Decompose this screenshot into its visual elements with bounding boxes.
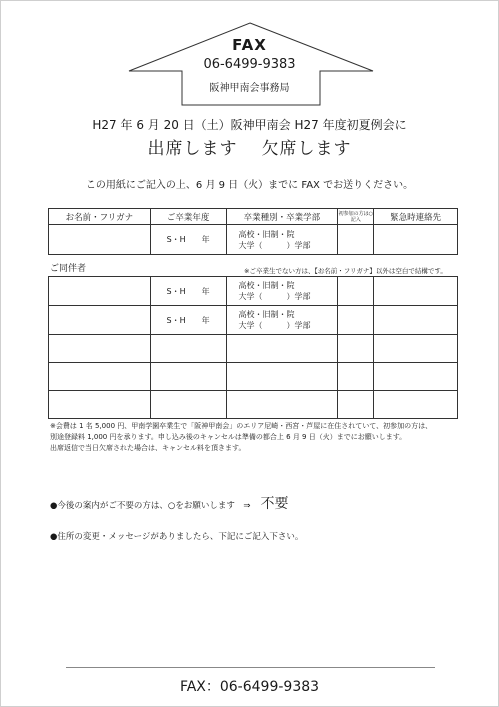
note-line: ※会費は 1 名 5,000 円、甲南学園卒業生で「阪神甲南会」のエリア尼崎・西宮・芦屋に在住されていて、初参加の方は、 [50, 422, 433, 430]
absent-option[interactable]: 欠席します [261, 139, 352, 159]
first-time-field[interactable] [338, 306, 374, 335]
table-row [49, 363, 458, 391]
name-field[interactable] [49, 306, 151, 335]
future-notice-line [50, 493, 288, 513]
unnecessary-option[interactable]: 不要 [260, 496, 289, 512]
table-header-row [49, 209, 458, 225]
office-name: 阪神甲南会事務局 [209, 83, 290, 94]
grad-year-field[interactable]: S・H 年 [150, 277, 226, 306]
footer-divider [66, 667, 435, 668]
address-change-text: ●住所の変更・メッセージがありましたら、下記にご記入下さい。 [50, 532, 304, 542]
grad-type-field[interactable]: 高校・旧制・院 大学（ ）学部 [226, 306, 338, 335]
footer-fax: FAX：06-6499-9383 [179, 679, 320, 695]
name-field[interactable] [49, 335, 151, 363]
header-grad-year: ご卒業年度 [150, 209, 226, 225]
fax-number: 06-6499-9383 [203, 57, 296, 72]
note-line: 別途登録料 1,000 円を承ります。申し込み後のキャンセルは準備の都合上 6 月 9 日（火）までにお願いします。 [50, 433, 407, 441]
attend-option[interactable]: 出席します [147, 139, 238, 159]
name-field[interactable] [49, 225, 151, 255]
fax-title: FAX [232, 36, 267, 54]
emergency-field[interactable] [374, 363, 458, 391]
header-first-time: 初参加の方は○記入 [338, 210, 373, 223]
emergency-field[interactable] [374, 306, 458, 335]
fee-notes [50, 421, 460, 454]
main-entry-table [48, 208, 458, 255]
table-row [49, 225, 458, 255]
first-time-field[interactable] [338, 335, 374, 363]
grad-type-field[interactable] [226, 335, 338, 363]
grad-year-field[interactable]: S・H 年 [150, 225, 226, 255]
table-row [49, 277, 458, 306]
note-line: 出席返信で当日欠席された場合は、キャンセル料を頂きます。 [50, 444, 246, 452]
instruction-text: この用紙にご記入の上、6 月 9 日（火）までに FAX でお送りください。 [85, 180, 414, 191]
first-time-field[interactable] [338, 277, 374, 306]
grad-year-field[interactable] [150, 335, 226, 363]
companion-table [48, 276, 458, 419]
attendance-options [0, 134, 499, 159]
emergency-field[interactable] [374, 391, 458, 419]
future-notice-text: ●今後の案内がご不要の方は、○をお願いします ⇒ [50, 501, 251, 511]
table-row [49, 335, 458, 363]
companion-note: ※ご卒業生でない方は、【お名前・フリガナ】以外は空白で結構です。 [244, 267, 447, 275]
name-field[interactable] [49, 391, 151, 419]
grad-type-field[interactable] [226, 363, 338, 391]
table-row [49, 391, 458, 419]
emergency-field[interactable] [374, 277, 458, 306]
grad-year-field[interactable] [150, 391, 226, 419]
name-field[interactable] [49, 363, 151, 391]
emergency-field[interactable] [374, 225, 458, 255]
header-grad-type: 卒業種別・卒業学部 [226, 209, 338, 225]
first-time-field[interactable] [338, 363, 374, 391]
name-field[interactable] [49, 277, 151, 306]
companion-label: ご同伴者 [50, 264, 87, 274]
grad-type-field[interactable]: 高校・旧制・院 大学（ ）学部 [226, 277, 338, 306]
first-time-field[interactable] [338, 225, 374, 255]
grad-year-field[interactable] [150, 363, 226, 391]
grad-type-field[interactable]: 高校・旧制・院 大学（ ）学部 [226, 225, 338, 255]
header-name: お名前・フリガナ [49, 209, 151, 225]
event-line: H27 年 6 月 20 日（土）阪神甲南会 H27 年度初夏例会に [92, 118, 407, 132]
table-row [49, 306, 458, 335]
first-time-field[interactable] [338, 391, 374, 419]
grad-type-field[interactable] [226, 391, 338, 419]
header-emergency: 緊急時連絡先 [374, 209, 458, 225]
grad-year-field[interactable]: S・H 年 [150, 306, 226, 335]
emergency-field[interactable] [374, 335, 458, 363]
